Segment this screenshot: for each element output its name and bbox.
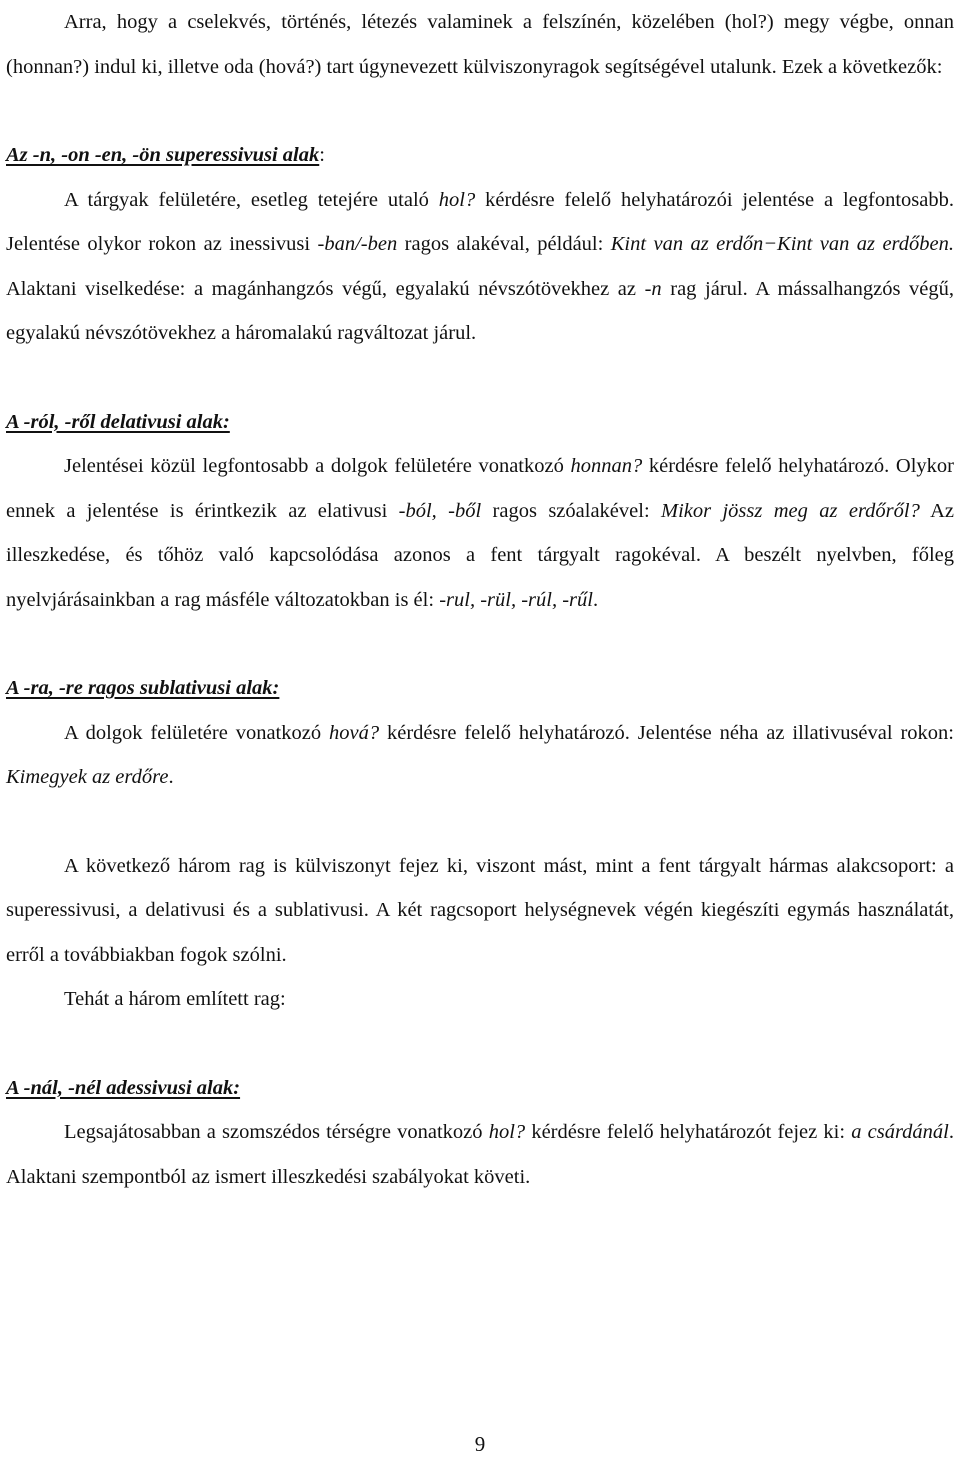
text-run: . Alaktani szempontból az ismert illeszkedési szabályokat követi. [6, 1121, 954, 1188]
delative-paragraph [6, 444, 954, 622]
sublative-paragraph [6, 711, 954, 800]
italic-run: hol? [488, 1121, 526, 1143]
spacer [6, 356, 954, 400]
text-run: Alaktani viselkedése: a magánhangzós végű, egyalakú névszótövekhez az [6, 277, 645, 300]
text-run: . [592, 588, 599, 611]
spacer [6, 622, 954, 666]
heading-text: Az -n, -on -en, -ön superessivusi alak [6, 144, 320, 166]
text-run: kérdésre felelő helyhatározó. Olykor ennek a jelentése is érintkezik az elativusi [6, 455, 954, 522]
text-run: Az illeszkedése, és tőhöz való kapcsolódása azonos a fent tárgyalt ragokéval. A beszélt nyelvben, főleg nyelvjárásainkban a rag másféle változatokban is él: [6, 499, 955, 611]
italic-run: hol? [438, 188, 476, 211]
italic-run: a csárdánál [851, 1121, 949, 1143]
text-run: . [168, 766, 174, 788]
text-run: Legsajátosabban a szomszédos térségre vonatkozó [64, 1121, 489, 1143]
section-heading-delative [6, 400, 954, 445]
adessive-paragraph [6, 1110, 954, 1199]
italic-run: honnan? [570, 455, 643, 477]
italic-run: Kimegyek az erdőre [6, 766, 169, 788]
section-heading-adessive [6, 1066, 954, 1111]
document-page [6, 0, 954, 1199]
heading-text: A -ra, -re ragos sublativusi alak: [6, 677, 280, 699]
italic-run: -rul, -rül, -rúl, -rűl [439, 588, 593, 611]
italic-run: hová? [329, 721, 380, 744]
heading-colon: : [319, 144, 325, 166]
section-heading-sublative [6, 666, 954, 711]
text-run: A tárgyak felületére, esetleg tetejére utaló [64, 188, 439, 211]
spacer [6, 800, 954, 844]
italic-run: -ban/-ben [317, 233, 398, 255]
italic-run: Kint van az erdőn−Kint van az erdőben. [610, 233, 954, 255]
heading-text: A -ról, -ről delativusi alak: [6, 410, 230, 433]
text-run: ragos alakéval, például: [397, 233, 611, 255]
superessive-paragraph [6, 178, 954, 356]
text-run: Tehát a három említett rag: [64, 988, 286, 1010]
italic-run: -n [644, 277, 662, 300]
italic-run: -ból, -ből [398, 499, 482, 522]
text-run: kérdésre felelő helyhatározó. Jelentése néha az illativuséval rokon: [379, 721, 954, 744]
text-run: A dolgok felületére vonatkozó [64, 721, 329, 744]
text-run: kérdésre felelő helyhatározót fejez ki: [525, 1121, 852, 1143]
text-run: A következő három rag is külviszonyt fejez ki, viszont mást, mint a fent tárgyalt hármas alakcsoport: a superessivusi, a delativusi és a sublativusi. A két ragcsoport helységnevek végén kiegészíti egymás használatát, erről a továbbiakban fogok szólni. [6, 854, 954, 966]
text-run: kérdésre felelő helyhatározói jelentése a legfontosabb. Jelentése olykor rokon az inessivusi [6, 188, 954, 255]
page-number: 9 [474, 1432, 486, 1456]
text-run: ragos szóalakével: [481, 499, 662, 522]
spacer [6, 1022, 954, 1066]
text-run: Jelentései közül legfontosabb a dolgok felületére vonatkozó [64, 455, 571, 477]
heading-text: A -nál, -nél adessivusi alak: [6, 1076, 241, 1099]
summary-paragraph [6, 977, 954, 1022]
intro-paragraph [6, 0, 954, 89]
section-heading-superessive [6, 133, 954, 178]
following-paragraph [6, 844, 954, 978]
text-run: Arra, hogy a cselekvés, történés, létezés valaminek a felszínén, közelében (hol?) megy végbe, onnan (honnan?) indul ki, illetve oda (hová?) tart úgynevezett külviszonyragok segítségével utalunk. Ezek a következők: [6, 11, 954, 78]
spacer [6, 89, 954, 133]
text-run: rag járul. A mássalhangzós végű, egyalakú névszótövekhez a háromalakú ragváltozat járul. [6, 277, 955, 344]
italic-run: Mikor jössz meg az erdőről? [661, 499, 920, 522]
